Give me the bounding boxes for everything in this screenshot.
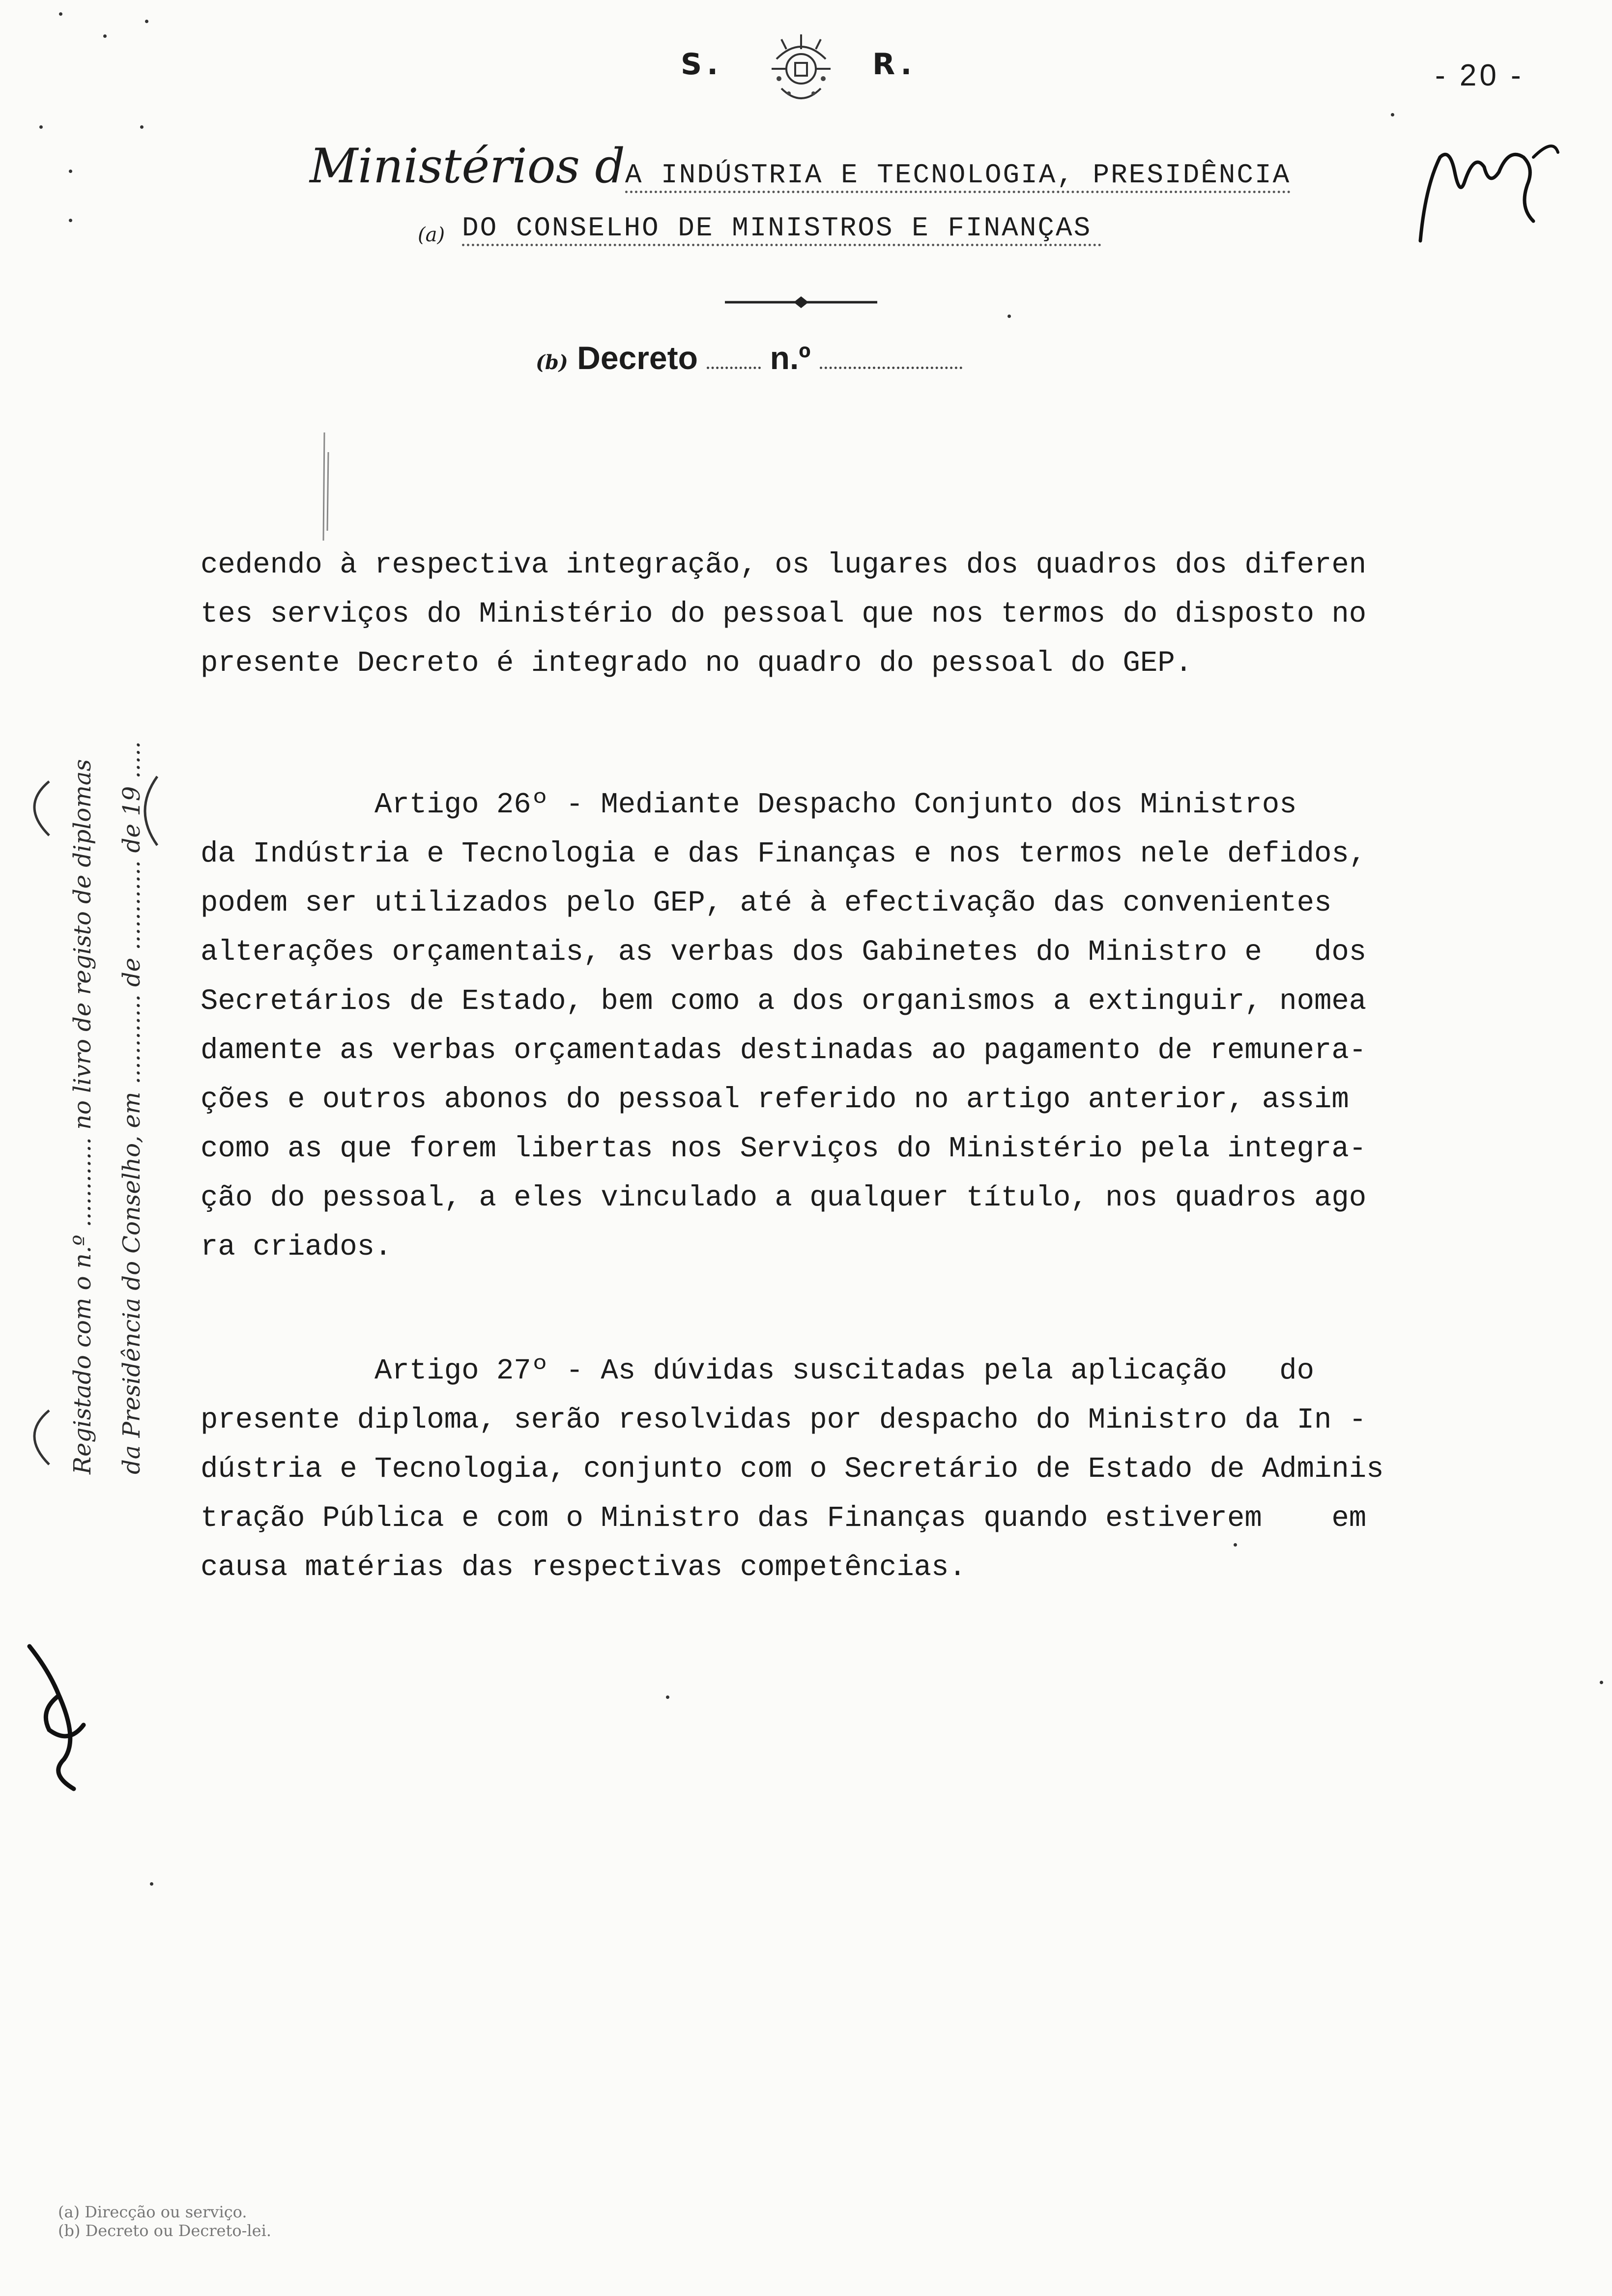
text-line: Artigo 27º - As dúvidas suscitadas pela aplicação do — [201, 1354, 1314, 1387]
text-line: tes serviços do Ministério do pessoal que nos termos do disposto no — [201, 598, 1367, 631]
ornament-divider — [725, 295, 877, 310]
article-26 — [201, 780, 1557, 1272]
registry-note-outer: da Presidência do Conselho, em ............ de ............ de 19 ..... — [118, 741, 145, 1474]
text-line: dústria e Tecnologia, conjunto com o Secretário de Estado de Adminis — [201, 1453, 1384, 1486]
decree-type-blank — [707, 367, 761, 369]
text-line: presente diploma, serão resolvidas por despacho do Ministro da In - — [201, 1404, 1367, 1436]
article-27 — [201, 1347, 1557, 1592]
footnote-a: (a) Direcção ou serviço. — [58, 2203, 247, 2221]
coat-of-arms-emblem — [752, 29, 850, 113]
decree-marker: (b) — [536, 351, 568, 374]
handwritten-flourish — [20, 1641, 98, 1799]
text-line: como as que forem libertas nos Serviços do Ministério pela integra- — [201, 1132, 1367, 1165]
text-line: cedendo à respectiva integração, os lugares dos quadros dos diferen — [201, 548, 1367, 581]
decree-line — [536, 339, 962, 376]
ministry-heading-line1 — [310, 139, 1291, 194]
text-line: damente as verbas orçamentadas destinadas ao pagamento de remunera- — [201, 1034, 1367, 1067]
text-line: causa matérias das respectivas competências. — [201, 1551, 966, 1584]
text-line: tração Pública e com o Ministro das Finanças quando estiverem em — [201, 1502, 1367, 1535]
letterhead-r: R. — [872, 47, 917, 82]
text-line: ções e outros abonos do pessoal referido no artigo anterior, assim — [201, 1083, 1349, 1116]
text-line: ra criados. — [201, 1231, 392, 1263]
ministry-heading-line2: DO CONSELHO DE MINISTROS E FINANÇAS — [462, 212, 1101, 246]
margin-bracket-small — [133, 772, 162, 850]
text-line: alterações orçamentais, as verbas dos Gabinetes do Ministro e dos — [201, 936, 1367, 969]
decree-number-blank — [820, 367, 962, 369]
footnote-b: (b) Decreto ou Decreto-lei. — [58, 2221, 271, 2240]
ministry-lead: Ministérios d — [310, 139, 625, 194]
handwritten-initials — [1410, 128, 1568, 251]
letterhead-s: S. — [681, 47, 723, 82]
margin-brackets — [10, 776, 69, 1474]
decree-label: Decreto — [577, 340, 698, 376]
text-line: ção do pessoal, a eles vinculado a qualquer título, nos quadros ago — [201, 1181, 1367, 1214]
registry-note-inner: Registado com o n.º ............ no livro de registo de diplomas — [69, 759, 96, 1474]
ministry-names-line1: A INDÚSTRIA E TECNOLOGIA, PRESIDÊNCIA — [625, 159, 1291, 193]
pencil-stroke — [315, 432, 334, 541]
text-line: da Indústria e Tecnologia e das Finanças e nos termos nele defidos, — [201, 837, 1367, 870]
text-line: Artigo 26º - Mediante Despacho Conjunto dos Ministros — [201, 788, 1297, 821]
text-line: presente Decreto é integrado no quadro do pessoal do GEP. — [201, 647, 1193, 680]
paragraph-continuation — [201, 541, 1557, 688]
text-line: podem ser utilizados pelo GEP, até à efectivação das convenientes — [201, 887, 1332, 919]
ministry-marker: (a) — [418, 224, 445, 246]
page-number: - 20 - — [1435, 58, 1524, 92]
text-line: Secretários de Estado, bem como a dos organismos a extinguir, nomea — [201, 985, 1367, 1018]
decree-number-label: n.º — [770, 340, 811, 376]
